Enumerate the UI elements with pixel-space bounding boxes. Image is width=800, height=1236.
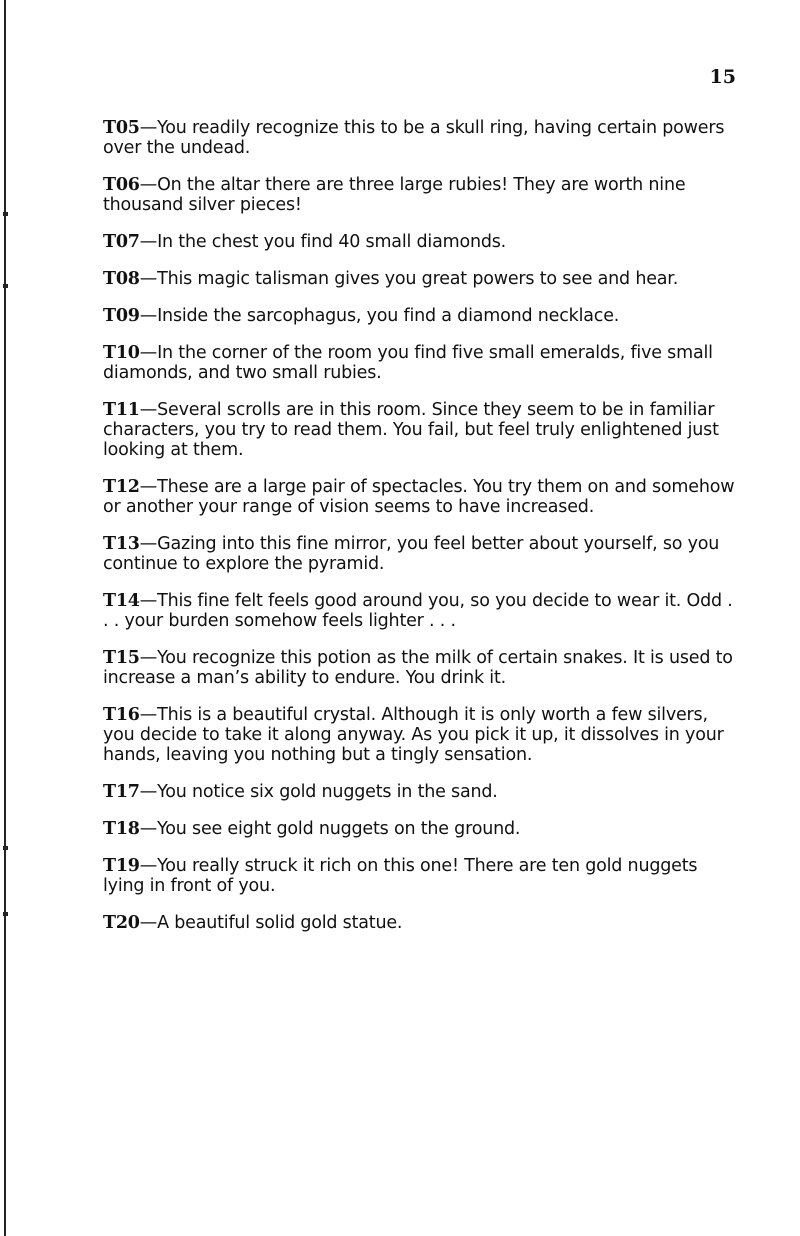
entry-text: Several scrolls are in this room. Since they seem to be in familiar characters, you try to read them. You fail, but feel truly enlightened just looking at them. — [103, 400, 719, 460]
entry-text: A beautiful solid gold statue. — [157, 913, 403, 933]
page-number: 15 — [709, 66, 736, 88]
treasure-entry-list — [103, 118, 738, 950]
entry-text: This fine felt feels good around you, so you decide to wear it. Odd . . . your burden somehow feels lighter . . . — [103, 591, 733, 631]
entry-text: You really struck it rich on this one! There are ten gold nuggets lying in front of you. — [103, 856, 698, 896]
entry-t19: T19—You really struck it rich on this one! There are ten gold nuggets lying in front of you. — [103, 856, 698, 896]
entry-code: T15 — [103, 648, 140, 668]
entry-t07: T07—In the chest you find 40 small diamonds. — [103, 232, 507, 252]
entry-code: T19 — [103, 856, 140, 876]
entry-t14: T14—This fine felt feels good around you, so you decide to wear it. Odd . . . your burden somehow feels lighter . . . — [103, 591, 733, 631]
entry-code: T10 — [103, 343, 140, 363]
entry-t15: T15—You recognize this potion as the milk of certain snakes. It is used to increase a man’s ability to endure. You drink it. — [103, 648, 733, 688]
entry-code: T08 — [103, 269, 140, 289]
entry-t16: T16—This is a beautiful crystal. Although it is only worth a few silvers, you decide to take it along anyway. As you pick it up, it dissolves in your hands, leaving you nothing but a tingly sensation. — [103, 705, 724, 765]
entry-code: T18 — [103, 819, 140, 839]
entry-text: You recognize this potion as the milk of certain snakes. It is used to increase a man’s ability to endure. You drink it. — [103, 648, 733, 688]
entry-t12: T12—These are a large pair of spectacles. You try them on and somehow or another your range of vision seems to have increased. — [103, 477, 735, 517]
entry-code: T12 — [103, 477, 140, 497]
entry-text: In the chest you find 40 small diamonds. — [157, 232, 507, 252]
entry-text: You notice six gold nuggets in the sand. — [157, 782, 498, 802]
entry-code: T14 — [103, 591, 140, 611]
binding-mark — [3, 284, 8, 288]
entry-text: This magic talisman gives you great powers to see and hear. — [157, 269, 679, 289]
entry-t05: T05—You readily recognize this to be a skull ring, having certain powers over the undead. — [103, 118, 725, 158]
entry-code: T05 — [103, 118, 140, 138]
entry-code: T11 — [103, 400, 140, 420]
entry-t17: T17—You notice six gold nuggets in the sand. — [103, 782, 498, 802]
entry-text: You see eight gold nuggets on the ground. — [157, 819, 521, 839]
entry-code: T06 — [103, 175, 140, 195]
binding-mark — [3, 212, 8, 216]
entry-code: T17 — [103, 782, 140, 802]
entry-code: T13 — [103, 534, 140, 554]
entry-t06: T06—On the altar there are three large rubies! They are worth nine thousand silver pieces! — [103, 175, 686, 215]
entry-t09: T09—Inside the sarcophagus, you find a diamond necklace. — [103, 306, 620, 326]
entry-text: You readily recognize this to be a skull ring, having certain powers over the undead. — [103, 118, 725, 158]
entry-t20: T20—A beautiful solid gold statue. — [103, 913, 403, 933]
entry-t10: T10—In the corner of the room you find five small emeralds, five small diamonds, and two small rubies. — [103, 343, 713, 383]
entry-code: T07 — [103, 232, 140, 252]
entry-text: Inside the sarcophagus, you find a diamond necklace. — [157, 306, 620, 326]
entry-text: These are a large pair of spectacles. You try them on and somehow or another your range of vision seems to have increased. — [103, 477, 735, 517]
entry-code: T09 — [103, 306, 140, 326]
entry-code: T20 — [103, 913, 140, 933]
entry-t18: T18—You see eight gold nuggets on the ground. — [103, 819, 521, 839]
entry-t11: T11—Several scrolls are in this room. Since they seem to be in familiar characters, you try to read them. You fail, but feel truly enlightened just looking at them. — [103, 400, 719, 460]
entry-text: On the altar there are three large rubies! They are worth nine thousand silver pieces! — [103, 175, 686, 215]
entry-t13: T13—Gazing into this fine mirror, you feel better about yourself, so you continue to explore the pyramid. — [103, 534, 720, 574]
binding-mark — [3, 912, 8, 916]
page-binding-edge — [4, 0, 6, 1236]
entry-code: T16 — [103, 705, 140, 725]
binding-mark — [3, 846, 8, 850]
entry-text: In the corner of the room you find five small emeralds, five small diamonds, and two small rubies. — [103, 343, 713, 383]
entry-text: This is a beautiful crystal. Although it is only worth a few silvers, you decide to take it along anyway. As you pick it up, it dissolves in your hands, leaving you nothing but a tingly sensation. — [103, 705, 724, 765]
entry-t08: T08—This magic talisman gives you great powers to see and hear. — [103, 269, 679, 289]
entry-text: Gazing into this fine mirror, you feel better about yourself, so you continue to explore the pyramid. — [103, 534, 720, 574]
